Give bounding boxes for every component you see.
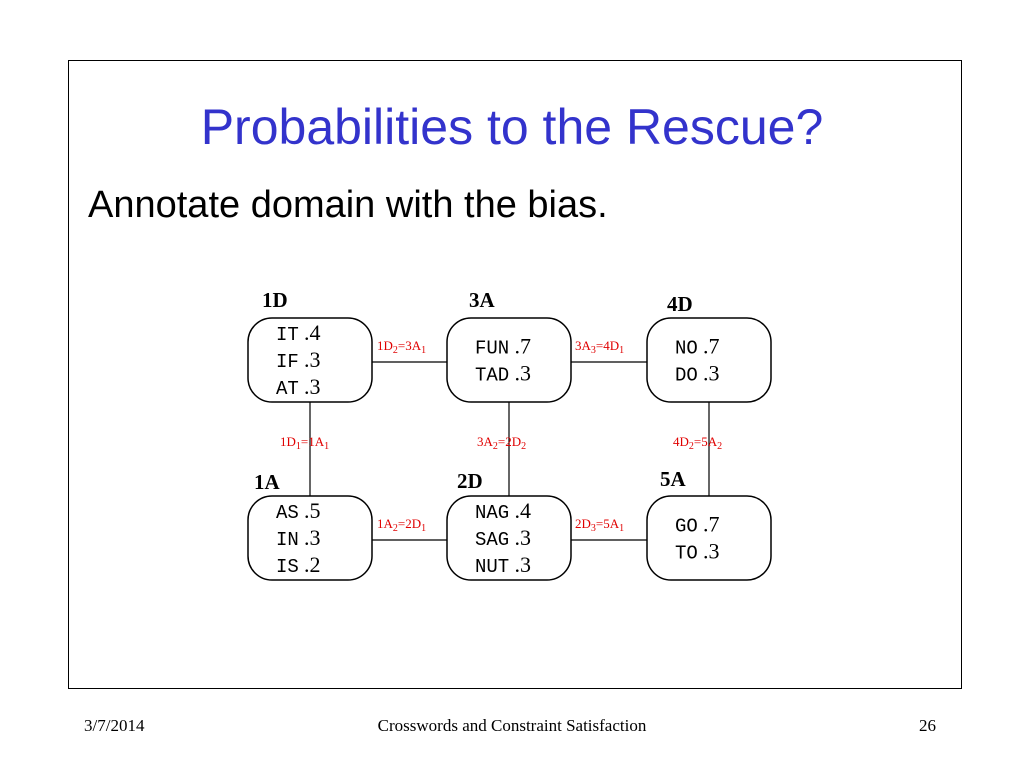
constraint-label-4D-5A: $4D_2=5A_2$ [673, 434, 723, 452]
domain-probability: .3 [304, 525, 321, 550]
constraint-label-1D-1A: $1D_1=1A_1$ [280, 434, 330, 452]
variable-node-4D [647, 292, 771, 402]
domain-word: NUT [475, 556, 510, 578]
domain-word: NAG [475, 502, 510, 524]
footer-page-number: 26 [919, 716, 936, 735]
variable-node-3A [447, 288, 571, 402]
domain-word: NO [675, 337, 698, 360]
domain-word: GO [675, 515, 698, 538]
domain-probability: .7 [703, 333, 720, 359]
domain-probability: .7 [514, 333, 531, 359]
domain-probability: .3 [514, 360, 531, 386]
domain-word: DO [675, 364, 698, 387]
domain-word: TAD [475, 364, 510, 387]
constraint-label-3A-4D: $3A_3=4D_1$ [575, 338, 625, 356]
domain-probability: .5 [304, 498, 321, 523]
domain-probability: .3 [514, 525, 531, 550]
domain-probability: .3 [703, 538, 720, 564]
domain-word: IF [276, 351, 299, 373]
node-name: 1A [254, 470, 280, 494]
domain-word: TO [675, 542, 698, 565]
variable-node-1D [248, 288, 372, 402]
domain-probability: .3 [514, 552, 531, 577]
constraint-label-1A-2D: $1A_2=2D_1$ [377, 516, 427, 534]
domain-word: SAG [475, 529, 510, 551]
domain-probability: .4 [304, 320, 321, 345]
domain-probability: .7 [703, 511, 720, 537]
domain-word: FUN [475, 337, 510, 360]
constraint-label-3A-2D: $3A_2=2D_2$ [477, 434, 527, 452]
domain-word: AS [276, 502, 299, 524]
footer-title: Crosswords and Constraint Satisfaction [377, 716, 647, 735]
slide-title: Probabilities to the Rescue? [200, 99, 824, 155]
node-name: 2D [457, 469, 483, 493]
domain-word: IT [276, 324, 299, 346]
domain-probability: .4 [514, 498, 531, 523]
node-name: 5A [660, 467, 686, 491]
node-name: 4D [667, 292, 693, 316]
domain-word: IN [276, 529, 299, 551]
constraint-label-2D-5A: $2D_3=5A_1$ [575, 516, 625, 534]
domain-probability: .3 [304, 374, 321, 399]
constraint-label-1D-3A: $1D_2=3A_1$ [377, 338, 427, 356]
node-name: 1D [262, 288, 288, 312]
domain-word: IS [276, 556, 299, 578]
node-box [447, 318, 571, 402]
node-name: 3A [469, 288, 495, 312]
domain-probability: .3 [703, 360, 720, 386]
domain-word: AT [276, 378, 299, 400]
domain-probability: .3 [304, 347, 321, 372]
domain-probability: .2 [304, 552, 321, 577]
slide-bullet: Annotate domain with the bias. [88, 184, 608, 226]
footer-date: 3/7/2014 [84, 716, 145, 735]
